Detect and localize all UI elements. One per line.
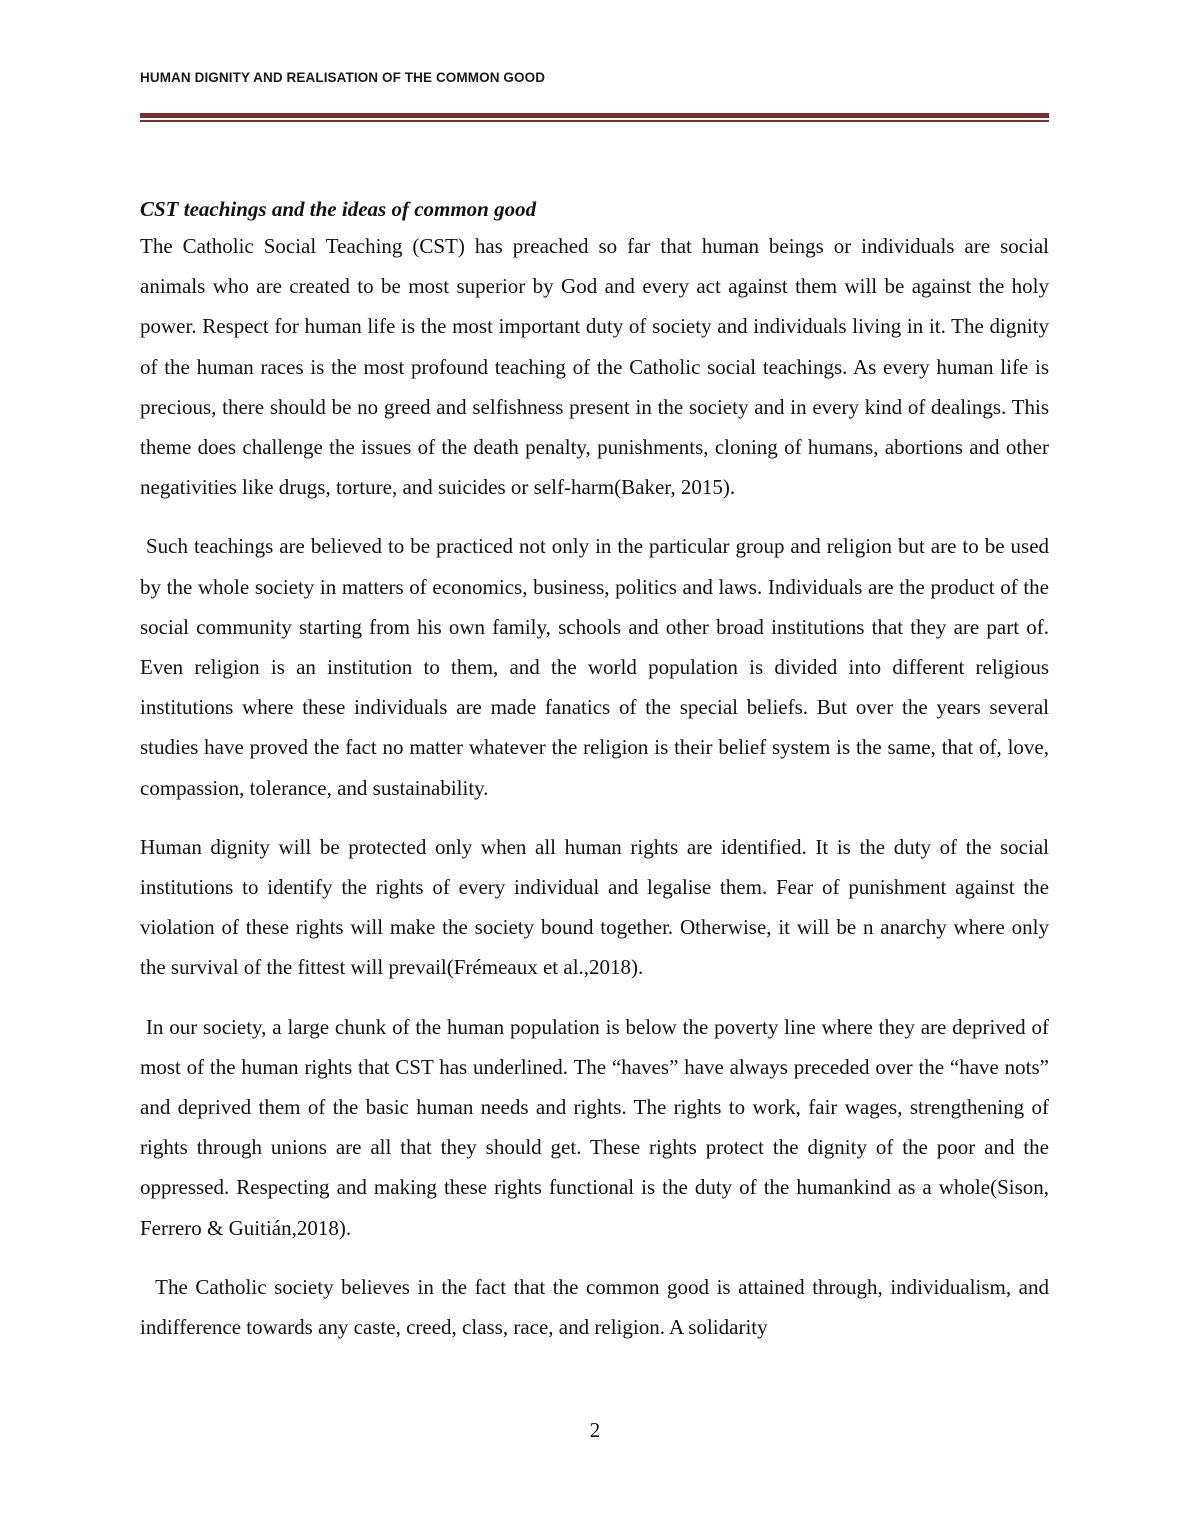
paragraph-4: In our society, a large chunk of the human population is below the poverty line where they are deprived of most of the human rights that CST has underlined. The “haves” have always preceded over the “have nots” and deprived them of the basic human needs and rights. The rights to work, fair wages, strengthening of rights through unions are all that they should get. These rights protect the dignity of the poor and the oppressed. Respecting and making these rights functional is the duty of the humankind as a whole(Sison, Ferrero & Guitián,2018). (140, 1014, 1055, 1240)
header-rule-thick (140, 113, 1049, 118)
paragraph-2: Such teachings are believed to be practiced not only in the particular group and religion but are to be used by the whole society in matters of economics, business, politics and laws. Individuals are the product of the social community starting from his own family, schools and other broad institutions that they are part of. Even religion is an institution to them, and the world population is divided into different religious institutions where these individuals are made fanatics of the special beliefs. But over the years several studies have proved the fact no matter whatever the religion is their belief system is the same, that of, love, compassion, tolerance, and sustainability. (140, 534, 1055, 800)
header-rule (140, 113, 1049, 122)
page-number: 2 (589, 1418, 601, 1442)
paragraph-1: The Catholic Social Teaching (CST) has preached so far that human beings or individuals are social animals who are created to be most superior by God and every act against them will be against the holy power. Respect for human life is the most important duty of society and individuals living in it. The dignity of the human races is the most profound teaching of the Catholic social teachings. As every human life is precious, there should be no greed and selfishness present in the society and in every kind of dealings. This theme does challenge the issues of the death penalty, punishments, cloning of humans, abortions and other negativities like drugs, torture, and suicides or self-harm(Baker, 2015). (140, 234, 1055, 500)
section-title: CST teachings and the ideas of common good (140, 197, 537, 221)
header-rule-thin (140, 120, 1049, 122)
paragraph-3: Human dignity will be protected only when all human rights are identified. It is the duty of the social institutions to identify the rights of every individual and legalise them. Fear of punishment against the violation of these rights will make the society bound together. Otherwise, it will be n anarchy where only the survival of the fittest will prevail(Frémeaux et al.,2018). (140, 834, 1055, 980)
paragraph-5: The Catholic society believes in the fact that the common good is attained through, individualism, and indifference towards any caste, creed, class, race, and religion. A solidarity (140, 1274, 1055, 1340)
running-header: HUMAN DIGNITY AND REALISATION OF THE COMMON GOOD (140, 70, 546, 85)
body-text (140, 193, 1055, 1366)
